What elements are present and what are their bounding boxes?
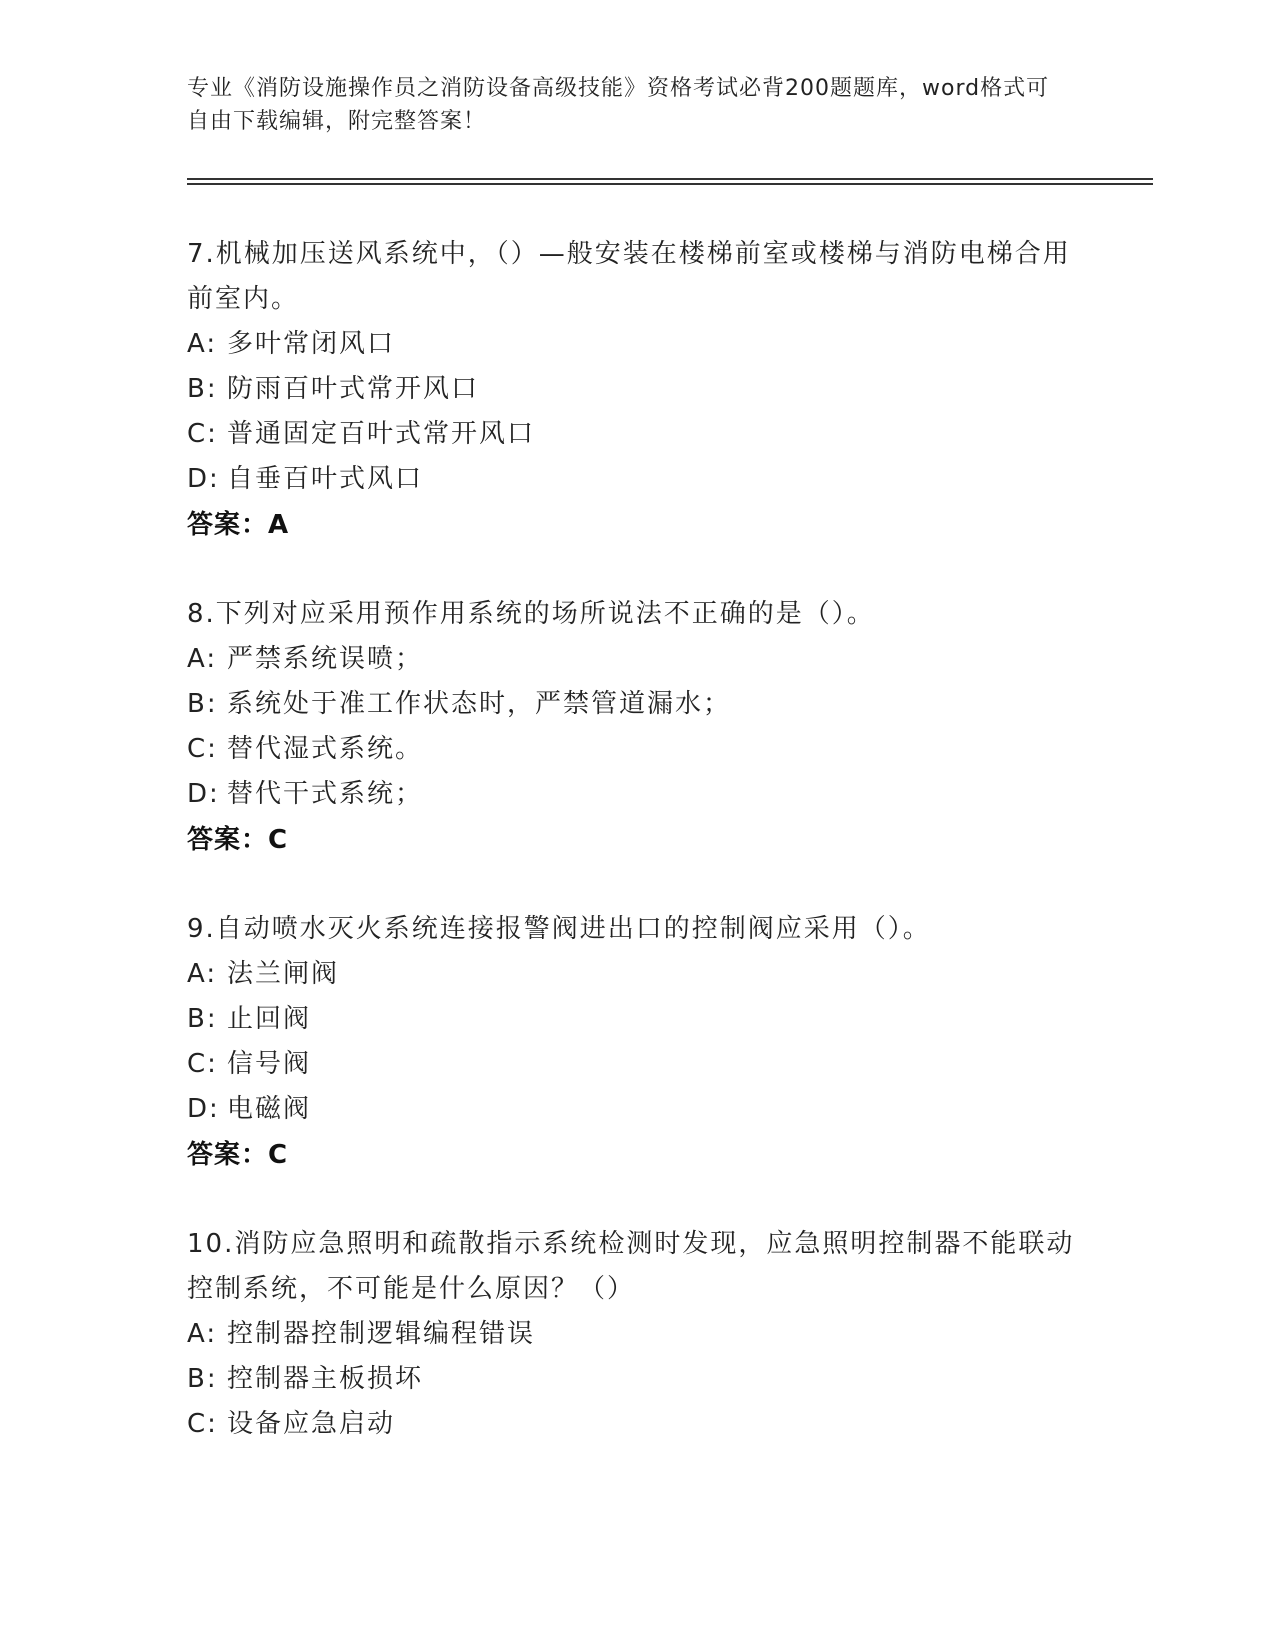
option-text: 防雨百叶式常开风口 [227, 374, 480, 404]
option-key: C: [187, 1049, 218, 1079]
question-8 [187, 592, 1087, 863]
option-text: 设备应急启动 [227, 1409, 396, 1439]
option-key: C: [187, 734, 218, 764]
option-text: 普通固定百叶式常开风口 [227, 419, 536, 449]
option-c [187, 412, 1087, 457]
option-key: A: [187, 329, 218, 359]
option-text: 多叶常闭风口 [227, 329, 396, 359]
option-a [187, 1312, 1087, 1357]
question-stem: 10.消防应急照明和疏散指示系统检测时发现，应急照明控制器不能联动控制系统，不可能是什么原因？（） [187, 1229, 1075, 1304]
option-key: B: [187, 1364, 218, 1394]
question-stem: 8.下列对应采用预作用系统的场所说法不正确的是（）。 [187, 599, 875, 629]
question-9 [187, 907, 1087, 1178]
header-divider-top [187, 178, 1153, 180]
option-text: 法兰闸阀 [227, 959, 340, 989]
option-d [187, 772, 1087, 817]
option-key: C: [187, 419, 218, 449]
question-stem: 7.机械加压送风系统中，（）—般安装在楼梯前室或楼梯与消防电梯合用前室内。 [187, 239, 1071, 314]
option-a [187, 637, 1087, 682]
option-text: 止回阀 [227, 1004, 312, 1034]
question-list [187, 232, 1087, 1491]
answer-value: C [268, 825, 289, 855]
answer-line [187, 1132, 1087, 1178]
question-10 [187, 1222, 1087, 1447]
answer-value: C [268, 1140, 289, 1170]
option-text: 控制器主板损坏 [227, 1364, 424, 1394]
option-c [187, 1042, 1087, 1087]
document-header: 专业《消防设施操作员之消防设备高级技能》资格考试必背200题题库，word格式可自由下载编辑，附完整答案！ [187, 76, 1050, 134]
option-c [187, 727, 1087, 772]
option-key: B: [187, 374, 218, 404]
option-d [187, 457, 1087, 502]
option-text: 替代湿式系统。 [227, 734, 424, 764]
option-text: 控制器控制逻辑编程错误 [227, 1319, 536, 1349]
option-key: D: [187, 1094, 220, 1124]
option-text: 电磁阀 [227, 1094, 312, 1124]
option-b [187, 1357, 1087, 1402]
option-key: B: [187, 1004, 218, 1034]
header-divider-bottom [187, 183, 1153, 185]
question-7 [187, 232, 1087, 548]
option-key: D: [187, 779, 220, 809]
option-a [187, 322, 1087, 367]
option-key: D: [187, 464, 220, 494]
answer-label: 答案： [187, 1140, 269, 1170]
option-b [187, 997, 1087, 1042]
answer-line [187, 502, 1087, 548]
option-key: B: [187, 689, 218, 719]
option-text: 替代干式系统； [227, 779, 424, 809]
option-key: A: [187, 959, 218, 989]
option-text: 严禁系统误喷； [227, 644, 424, 674]
option-text: 系统处于准工作状态时，严禁管道漏水； [227, 689, 732, 719]
option-b [187, 367, 1087, 412]
option-key: C: [187, 1409, 218, 1439]
answer-value: A [268, 510, 290, 540]
option-text: 自垂百叶式风口 [227, 464, 424, 494]
answer-label: 答案： [187, 510, 269, 540]
option-a [187, 952, 1087, 997]
option-text: 信号阀 [227, 1049, 312, 1079]
option-b [187, 682, 1087, 727]
option-c [187, 1402, 1087, 1447]
option-key: A: [187, 1319, 218, 1349]
question-stem: 9.自动喷水灭火系统连接报警阀进出口的控制阀应采用（）。 [187, 914, 931, 944]
option-key: A: [187, 644, 218, 674]
answer-line [187, 817, 1087, 863]
answer-label: 答案： [187, 825, 269, 855]
option-d [187, 1087, 1087, 1132]
